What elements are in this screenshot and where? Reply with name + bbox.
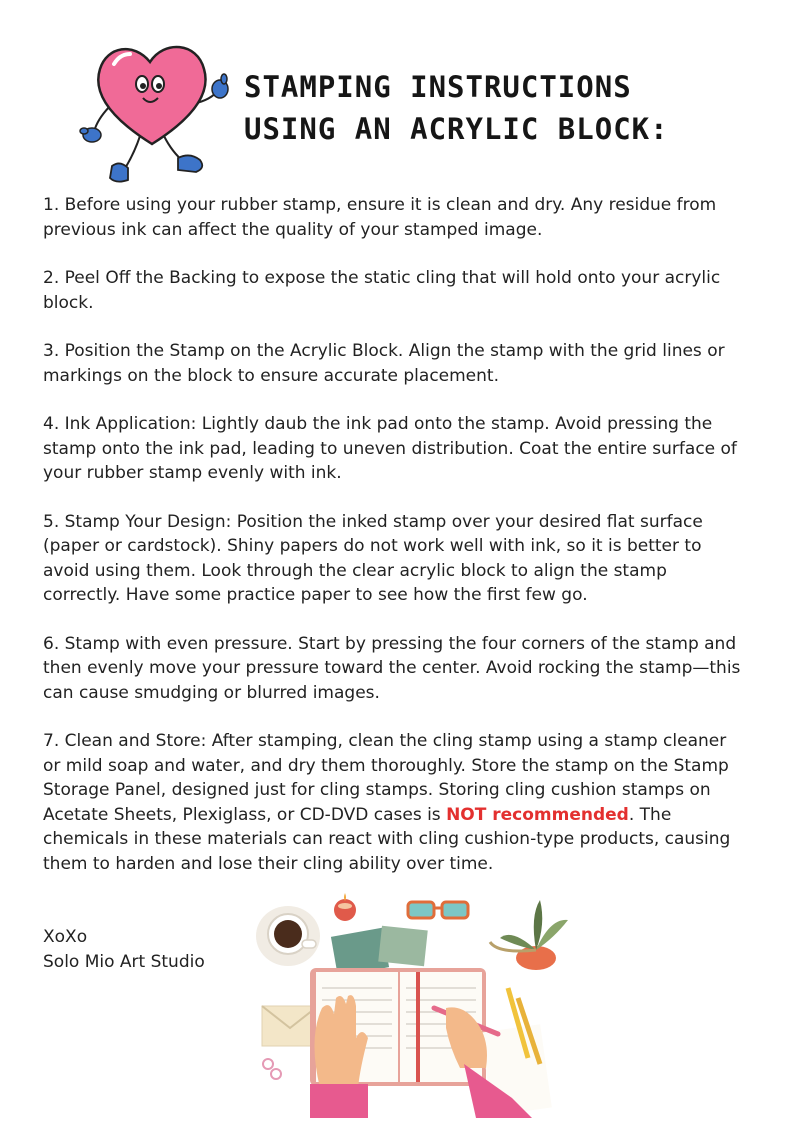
instruction-step-1: 1. Before using your rubber stamp, ensure it is clean and dry. Any residue from previous ink can affect the quality of your stamped image. bbox=[43, 195, 717, 240]
step-7-text-start: 7. Clean and Store: After stamping, clean the cling stamp using a stamp cleaner or mild soap and water, and dry them thoroughly. Store the stamp on the Stamp Storage Panel, designed just for cling stamps. Storing cling cushion stamps on Acetate Sheets, Plexiglass, or CD-DVD cases is bbox=[43, 731, 729, 825]
coffee-cup-icon bbox=[256, 906, 320, 966]
left-shoe-icon bbox=[110, 163, 128, 181]
instruction-step-3: 3. Position the Stamp on the Acrylic Block. Align the stamp with the grid lines or markings on the block to ensure accurate placement. bbox=[43, 341, 725, 386]
instruction-step-5: 5. Stamp Your Design: Position the inked stamp over your desired flat surface (paper or cardstock). Shiny papers do not work well with ink, so it is better to avoid using them. Look through the clear acrylic block to align the stamp correctly. Have some practice paper to see how the first few go. bbox=[43, 511, 703, 605]
photo-card-icon bbox=[378, 926, 428, 967]
instruction-step-4: 4. Ink Application: Lightly daub the ink pad onto the stamp. Avoid pressing the stamp onto the ink pad, leading to uneven distribution. Coat the entire surface of your rubber stamp evenly with ink. bbox=[43, 414, 737, 483]
candle-icon bbox=[334, 893, 356, 921]
paper-clip-icon bbox=[271, 1069, 281, 1079]
crafting-desk-illustration bbox=[250, 888, 570, 1118]
instruction-step-7 bbox=[43, 729, 743, 876]
right-shoe-icon bbox=[178, 155, 202, 172]
signoff-studio-name: Solo Mio Art Studio bbox=[43, 952, 205, 972]
potted-plant-icon bbox=[490, 900, 568, 970]
signoff-greeting: XoXo bbox=[43, 927, 88, 947]
right-glove-icon bbox=[212, 74, 228, 98]
step-7-text-end: . The chemicals in these materials can react with cling cushion-type products, causing them to harden and lose their cling ability over time. bbox=[43, 804, 731, 874]
instruction-list bbox=[43, 193, 743, 900]
title-line-1: STAMPING INSTRUCTIONS bbox=[244, 70, 632, 104]
paper-clip-icon bbox=[263, 1059, 273, 1069]
page-title bbox=[244, 66, 764, 150]
not-recommended-highlight: NOT recommended bbox=[446, 804, 629, 825]
instruction-step-2: 2. Peel Off the Backing to expose the static cling that will hold onto your acrylic block. bbox=[43, 268, 721, 313]
left-glove-icon bbox=[80, 128, 101, 142]
title-line-2: USING AN ACRYLIC BLOCK: bbox=[244, 112, 669, 146]
envelope-icon bbox=[262, 1006, 318, 1046]
instruction-step-6: 6. Stamp with even pressure. Start by pressing the four corners of the stamp and then evenly move your pressure toward the center. Avoid rocking the stamp—this can cause smudging or blurred images. bbox=[43, 633, 741, 703]
signoff bbox=[43, 925, 205, 975]
glasses-icon bbox=[408, 902, 468, 918]
heart-mascot-illustration bbox=[72, 34, 242, 194]
